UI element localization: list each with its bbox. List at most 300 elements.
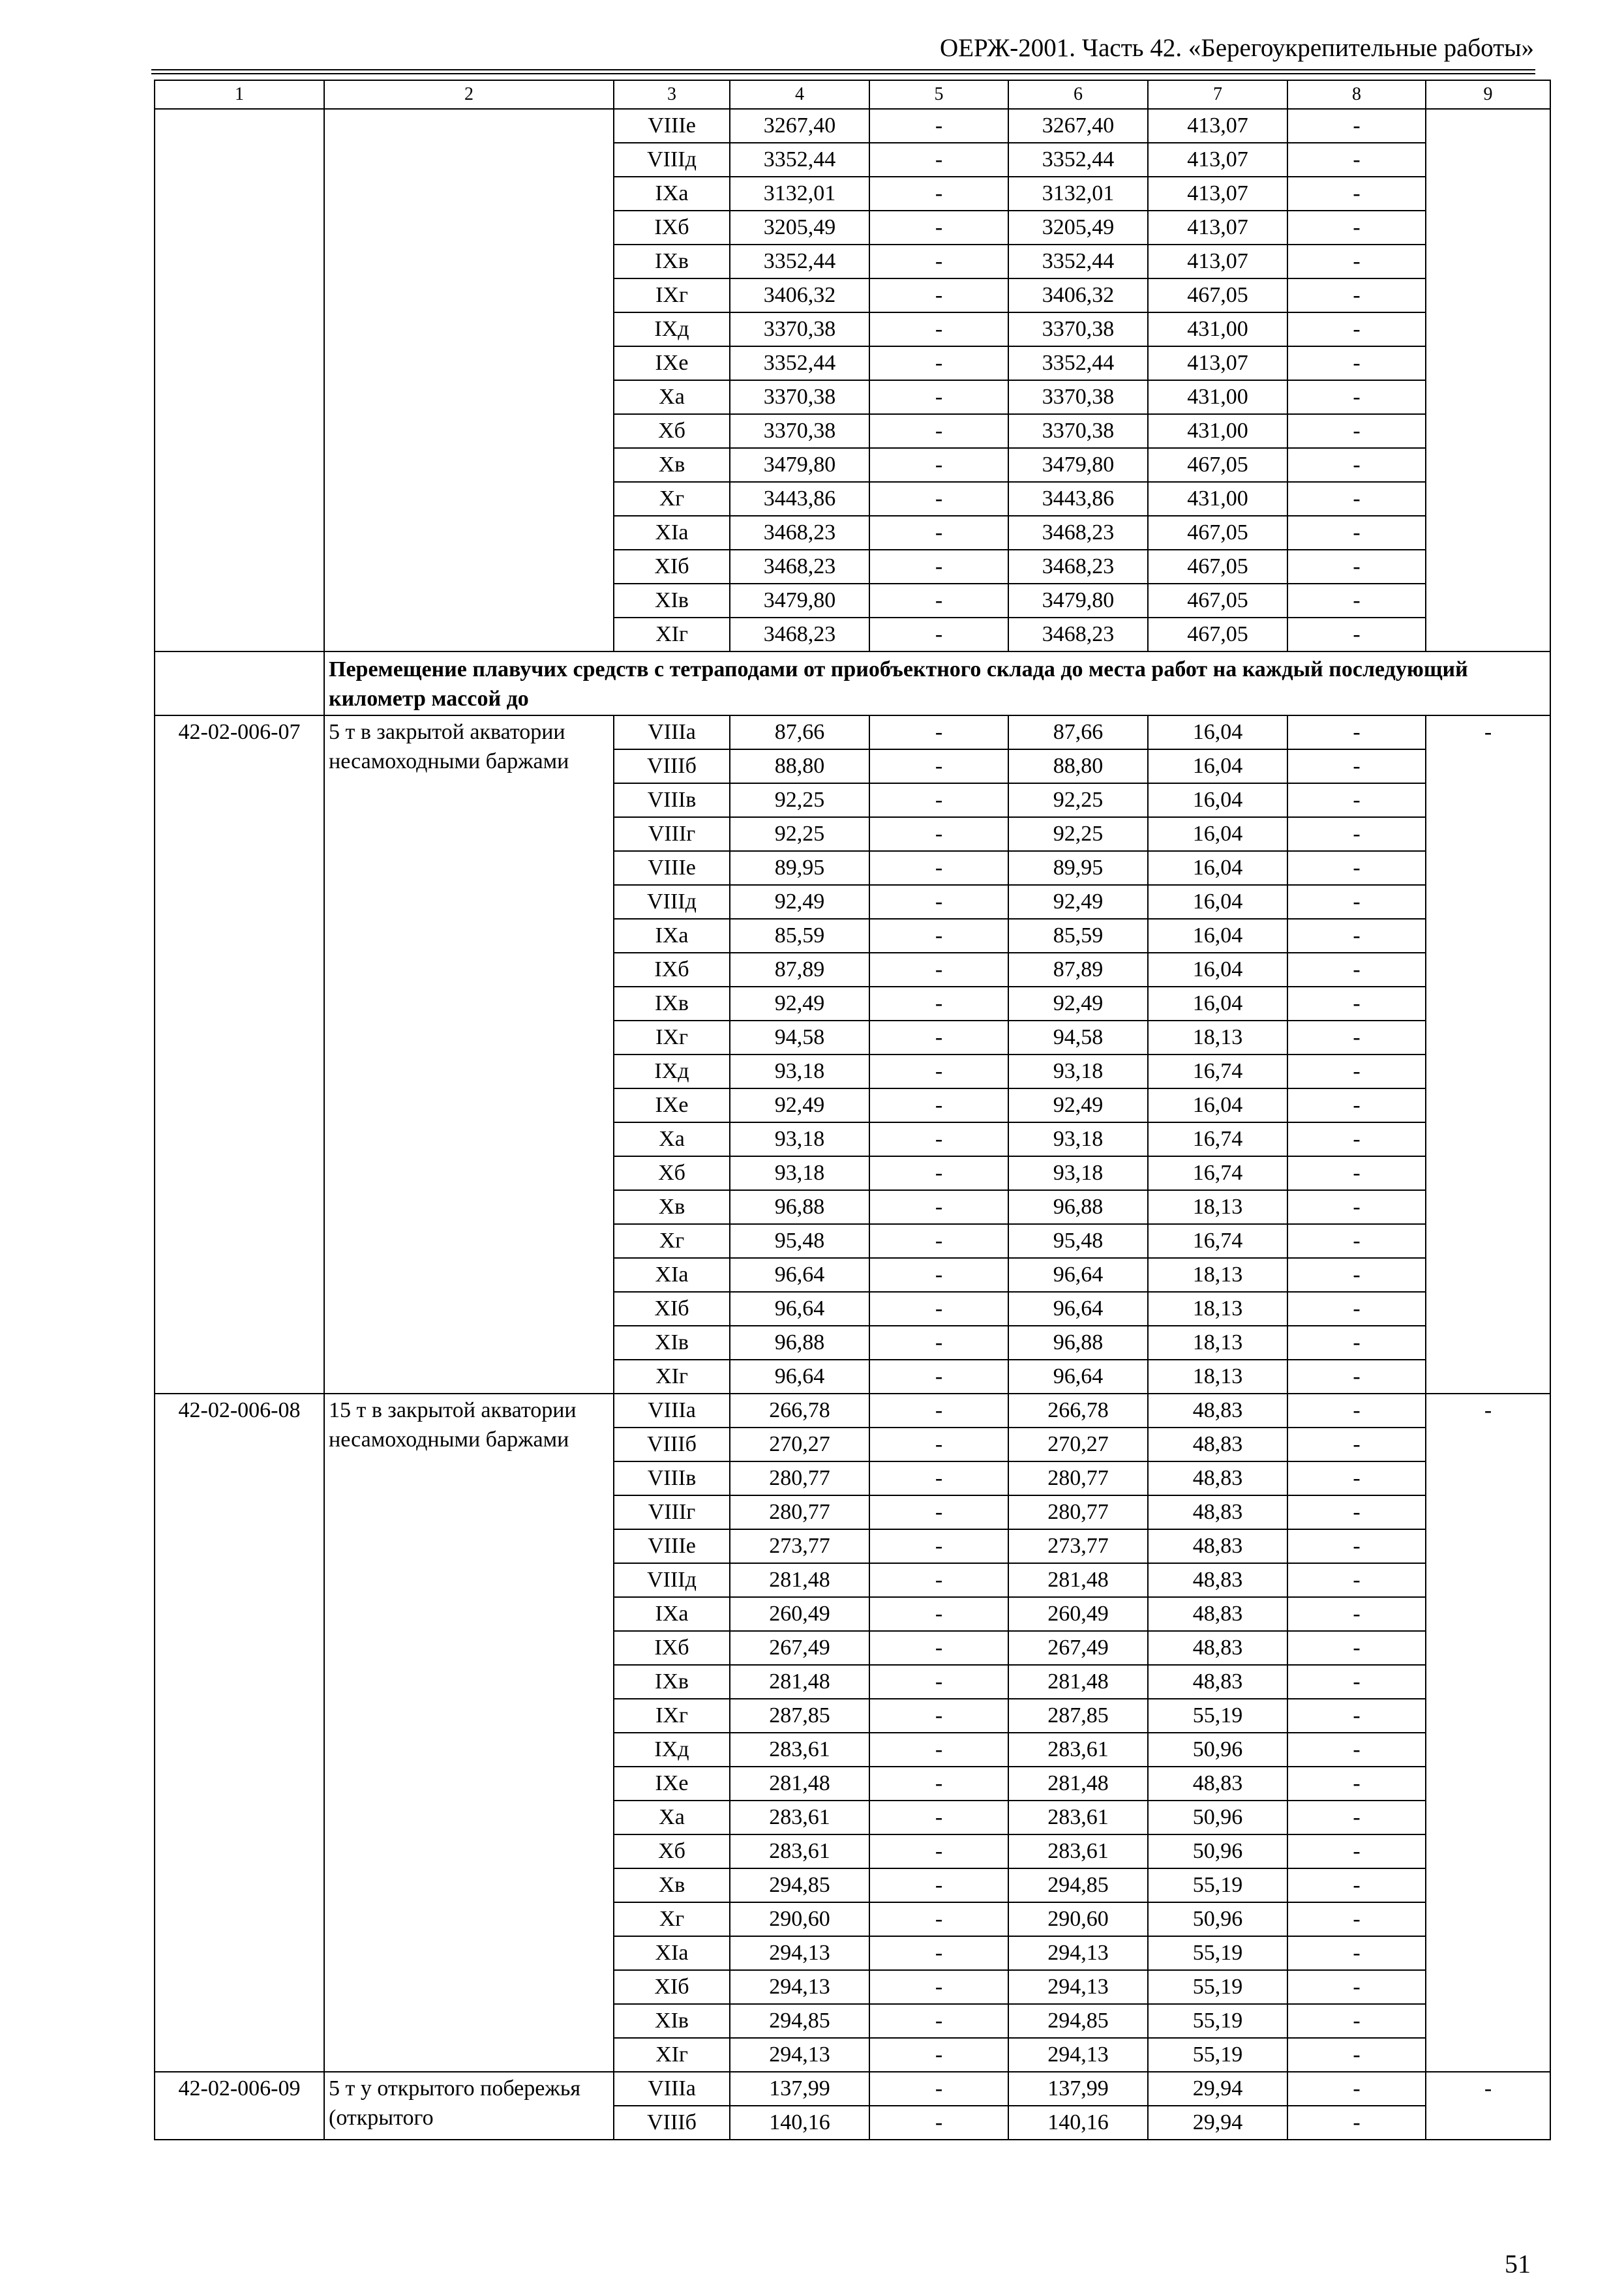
zone-cell: VIIIг	[614, 1495, 730, 1529]
price-table	[154, 80, 1551, 2140]
column-number: 2	[324, 80, 614, 109]
driver-wages-cell: 29,94	[1148, 2106, 1287, 2140]
driver-wages-cell: 16,04	[1148, 1088, 1287, 1122]
zone-cell: XIа	[614, 1258, 730, 1292]
materials-cell: -	[1287, 312, 1426, 346]
machine-cost-cell: 87,66	[1008, 715, 1148, 749]
driver-wages-cell: 48,83	[1148, 1428, 1287, 1461]
zone-cell: XIв	[614, 584, 730, 618]
column-number-row	[155, 80, 1550, 109]
machine-cost-cell: 92,49	[1008, 1088, 1148, 1122]
wages-cell: -	[869, 1292, 1008, 1326]
wages-cell: -	[869, 1699, 1008, 1733]
materials-cell: -	[1287, 1360, 1426, 1394]
direct-cost-cell: 96,88	[730, 1326, 869, 1360]
direct-cost-cell: 281,48	[730, 1665, 869, 1699]
materials-cell: -	[1287, 1021, 1426, 1055]
column-number: 4	[730, 80, 869, 109]
machine-cost-cell: 85,59	[1008, 919, 1148, 953]
direct-cost-cell: 3132,01	[730, 177, 869, 211]
driver-wages-cell: 18,13	[1148, 1292, 1287, 1326]
materials-cell: -	[1287, 817, 1426, 851]
zone-cell: XIб	[614, 1970, 730, 2004]
materials-cell: -	[1287, 1292, 1426, 1326]
driver-wages-cell: 16,04	[1148, 715, 1287, 749]
direct-cost-cell: 3267,40	[730, 109, 869, 143]
wages-cell: -	[869, 177, 1008, 211]
direct-cost-cell: 95,48	[730, 1224, 869, 1258]
zone-cell: VIIIб	[614, 749, 730, 783]
driver-wages-cell: 467,05	[1148, 618, 1287, 651]
wages-cell: -	[869, 1190, 1008, 1224]
direct-cost-cell: 88,80	[730, 749, 869, 783]
col9-cell: -	[1426, 1394, 1550, 2072]
zone-cell: IXг	[614, 1699, 730, 1733]
table-row	[155, 1394, 1550, 1428]
direct-cost-cell: 3479,80	[730, 584, 869, 618]
direct-cost-cell: 92,25	[730, 817, 869, 851]
driver-wages-cell: 55,19	[1148, 1936, 1287, 1970]
materials-cell: -	[1287, 1088, 1426, 1122]
machine-cost-cell: 92,25	[1008, 817, 1148, 851]
zone-cell: VIIIа	[614, 1394, 730, 1428]
machine-cost-cell: 92,49	[1008, 987, 1148, 1021]
wages-cell: -	[869, 1326, 1008, 1360]
materials-cell: -	[1287, 1495, 1426, 1529]
direct-cost-cell: 3479,80	[730, 448, 869, 482]
direct-cost-cell: 3468,23	[730, 516, 869, 550]
zone-cell: Xб	[614, 1156, 730, 1190]
zone-cell: VIIIа	[614, 2072, 730, 2106]
driver-wages-cell: 50,96	[1148, 1834, 1287, 1868]
zone-cell: Xв	[614, 448, 730, 482]
wages-cell: -	[869, 245, 1008, 278]
table-body	[155, 80, 1550, 2140]
machine-cost-cell: 92,25	[1008, 783, 1148, 817]
page-header: ОЕРЖ-2001. Часть 42. «Берегоукрепительные работы»	[940, 34, 1534, 62]
wages-cell: -	[869, 1801, 1008, 1834]
wages-cell: -	[869, 817, 1008, 851]
zone-cell: XIг	[614, 1360, 730, 1394]
materials-cell: -	[1287, 584, 1426, 618]
materials-cell: -	[1287, 278, 1426, 312]
wages-cell: -	[869, 346, 1008, 380]
zone-cell: VIIIе	[614, 109, 730, 143]
zone-cell: VIIIд	[614, 885, 730, 919]
zone-cell: VIIIв	[614, 783, 730, 817]
driver-wages-cell: 48,83	[1148, 1597, 1287, 1631]
materials-cell: -	[1287, 211, 1426, 245]
driver-wages-cell: 431,00	[1148, 414, 1287, 448]
materials-cell: -	[1287, 783, 1426, 817]
zone-cell: VIIIв	[614, 1461, 730, 1495]
direct-cost-cell: 3205,49	[730, 211, 869, 245]
machine-cost-cell: 96,64	[1008, 1258, 1148, 1292]
zone-cell: Xв	[614, 1868, 730, 1902]
wages-cell: -	[869, 1665, 1008, 1699]
machine-cost-cell: 280,77	[1008, 1495, 1148, 1529]
machine-cost-cell: 3370,38	[1008, 414, 1148, 448]
machine-cost-cell: 92,49	[1008, 885, 1148, 919]
wages-cell: -	[869, 987, 1008, 1021]
wages-cell: -	[869, 584, 1008, 618]
wages-cell: -	[869, 1021, 1008, 1055]
wages-cell: -	[869, 1495, 1008, 1529]
direct-cost-cell: 87,66	[730, 715, 869, 749]
machine-cost-cell: 87,89	[1008, 953, 1148, 987]
wages-cell: -	[869, 1936, 1008, 1970]
driver-wages-cell: 48,83	[1148, 1394, 1287, 1428]
zone-cell: Xг	[614, 1902, 730, 1936]
wages-cell: -	[869, 2038, 1008, 2072]
column-number: 7	[1148, 80, 1287, 109]
materials-cell: -	[1287, 1055, 1426, 1088]
direct-cost-cell: 94,58	[730, 1021, 869, 1055]
direct-cost-cell: 96,64	[730, 1292, 869, 1326]
table-row	[155, 715, 1550, 749]
wages-cell: -	[869, 715, 1008, 749]
direct-cost-cell: 87,89	[730, 953, 869, 987]
wages-cell: -	[869, 1529, 1008, 1563]
machine-cost-cell: 294,85	[1008, 1868, 1148, 1902]
direct-cost-cell: 89,95	[730, 851, 869, 885]
section-blank-cell	[155, 651, 324, 715]
driver-wages-cell: 413,07	[1148, 211, 1287, 245]
driver-wages-cell: 16,04	[1148, 919, 1287, 953]
zone-cell: IXе	[614, 346, 730, 380]
machine-cost-cell: 3468,23	[1008, 618, 1148, 651]
wages-cell: -	[869, 143, 1008, 177]
materials-cell: -	[1287, 109, 1426, 143]
direct-cost-cell: 267,49	[730, 1631, 869, 1665]
machine-cost-cell: 3370,38	[1008, 380, 1148, 414]
driver-wages-cell: 467,05	[1148, 550, 1287, 584]
machine-cost-cell: 294,13	[1008, 1936, 1148, 1970]
machine-cost-cell: 273,77	[1008, 1529, 1148, 1563]
driver-wages-cell: 18,13	[1148, 1360, 1287, 1394]
direct-cost-cell: 93,18	[730, 1156, 869, 1190]
materials-cell: -	[1287, 1428, 1426, 1461]
machine-cost-cell: 140,16	[1008, 2106, 1148, 2140]
wages-cell: -	[869, 953, 1008, 987]
materials-cell: -	[1287, 851, 1426, 885]
code-cell: 42-02-006-08	[155, 1394, 324, 2072]
materials-cell: -	[1287, 380, 1426, 414]
col9-cell	[1426, 109, 1550, 651]
materials-cell: -	[1287, 2106, 1426, 2140]
materials-cell: -	[1287, 1733, 1426, 1767]
column-number: 6	[1008, 80, 1148, 109]
materials-cell: -	[1287, 1394, 1426, 1428]
driver-wages-cell: 16,04	[1148, 953, 1287, 987]
wages-cell: -	[869, 851, 1008, 885]
description-cell: 5 т у открытого побережья (открытого	[324, 2072, 614, 2140]
wages-cell: -	[869, 1970, 1008, 2004]
materials-cell: -	[1287, 1767, 1426, 1801]
machine-cost-cell: 3468,23	[1008, 550, 1148, 584]
driver-wages-cell: 55,19	[1148, 2038, 1287, 2072]
materials-cell: -	[1287, 1156, 1426, 1190]
wages-cell: -	[869, 1156, 1008, 1190]
machine-cost-cell: 3370,38	[1008, 312, 1148, 346]
page-number: 51	[1505, 2249, 1531, 2279]
materials-cell: -	[1287, 1868, 1426, 1902]
header-rule	[151, 69, 1535, 70]
driver-wages-cell: 467,05	[1148, 584, 1287, 618]
zone-cell: XIа	[614, 516, 730, 550]
machine-cost-cell: 89,95	[1008, 851, 1148, 885]
materials-cell: -	[1287, 1902, 1426, 1936]
materials-cell: -	[1287, 885, 1426, 919]
zone-cell: IXв	[614, 987, 730, 1021]
driver-wages-cell: 48,83	[1148, 1767, 1287, 1801]
zone-cell: IXд	[614, 312, 730, 346]
column-number: 8	[1287, 80, 1426, 109]
driver-wages-cell: 16,04	[1148, 749, 1287, 783]
direct-cost-cell: 294,13	[730, 1936, 869, 1970]
direct-cost-cell: 3370,38	[730, 312, 869, 346]
machine-cost-cell: 267,49	[1008, 1631, 1148, 1665]
machine-cost-cell: 3352,44	[1008, 245, 1148, 278]
driver-wages-cell: 18,13	[1148, 1258, 1287, 1292]
direct-cost-cell: 281,48	[730, 1563, 869, 1597]
driver-wages-cell: 16,74	[1148, 1122, 1287, 1156]
zone-cell: IXб	[614, 211, 730, 245]
machine-cost-cell: 3479,80	[1008, 584, 1148, 618]
zone-cell: IXг	[614, 278, 730, 312]
direct-cost-cell: 294,13	[730, 2038, 869, 2072]
driver-wages-cell: 16,04	[1148, 851, 1287, 885]
machine-cost-cell: 270,27	[1008, 1428, 1148, 1461]
wages-cell: -	[869, 1428, 1008, 1461]
machine-cost-cell: 93,18	[1008, 1055, 1148, 1088]
direct-cost-cell: 96,64	[730, 1360, 869, 1394]
materials-cell: -	[1287, 1258, 1426, 1292]
materials-cell: -	[1287, 1326, 1426, 1360]
table-row	[155, 2072, 1550, 2106]
machine-cost-cell: 3443,86	[1008, 482, 1148, 516]
wages-cell: -	[869, 1394, 1008, 1428]
wages-cell: -	[869, 2106, 1008, 2140]
direct-cost-cell: 137,99	[730, 2072, 869, 2106]
machine-cost-cell: 294,13	[1008, 2038, 1148, 2072]
wages-cell: -	[869, 1597, 1008, 1631]
materials-cell: -	[1287, 1529, 1426, 1563]
section-title: Перемещение плавучих средств с тетраподами от приобъектного склада до места работ на каждый последующий километр массой до	[324, 651, 1550, 715]
machine-cost-cell: 96,88	[1008, 1326, 1148, 1360]
machine-cost-cell: 3205,49	[1008, 211, 1148, 245]
col9-cell: -	[1426, 2072, 1550, 2140]
wages-cell: -	[869, 109, 1008, 143]
wages-cell: -	[869, 618, 1008, 651]
machine-cost-cell: 137,99	[1008, 2072, 1148, 2106]
wages-cell: -	[869, 278, 1008, 312]
column-number: 9	[1426, 80, 1550, 109]
direct-cost-cell: 3468,23	[730, 618, 869, 651]
zone-cell: VIIIд	[614, 143, 730, 177]
materials-cell: -	[1287, 245, 1426, 278]
zone-cell: Xг	[614, 1224, 730, 1258]
wages-cell: -	[869, 1902, 1008, 1936]
direct-cost-cell: 3352,44	[730, 245, 869, 278]
driver-wages-cell: 48,83	[1148, 1631, 1287, 1665]
direct-cost-cell: 283,61	[730, 1801, 869, 1834]
machine-cost-cell: 3267,40	[1008, 109, 1148, 143]
materials-cell: -	[1287, 1834, 1426, 1868]
zone-cell: XIг	[614, 2038, 730, 2072]
direct-cost-cell: 280,77	[730, 1495, 869, 1529]
direct-cost-cell: 273,77	[730, 1529, 869, 1563]
zone-cell: Xг	[614, 482, 730, 516]
direct-cost-cell: 283,61	[730, 1733, 869, 1767]
wages-cell: -	[869, 312, 1008, 346]
machine-cost-cell: 281,48	[1008, 1665, 1148, 1699]
wages-cell: -	[869, 1122, 1008, 1156]
machine-cost-cell: 3352,44	[1008, 346, 1148, 380]
zone-cell: IXв	[614, 245, 730, 278]
direct-cost-cell: 266,78	[730, 1394, 869, 1428]
driver-wages-cell: 16,04	[1148, 987, 1287, 1021]
materials-cell: -	[1287, 1665, 1426, 1699]
zone-cell: VIIIе	[614, 851, 730, 885]
materials-cell: -	[1287, 516, 1426, 550]
wages-cell: -	[869, 1461, 1008, 1495]
driver-wages-cell: 431,00	[1148, 380, 1287, 414]
zone-cell: IXд	[614, 1733, 730, 1767]
driver-wages-cell: 413,07	[1148, 109, 1287, 143]
direct-cost-cell: 270,27	[730, 1428, 869, 1461]
driver-wages-cell: 16,74	[1148, 1055, 1287, 1088]
wages-cell: -	[869, 1868, 1008, 1902]
direct-cost-cell: 93,18	[730, 1055, 869, 1088]
zone-cell: IXа	[614, 1597, 730, 1631]
materials-cell: -	[1287, 414, 1426, 448]
materials-cell: -	[1287, 143, 1426, 177]
direct-cost-cell: 280,77	[730, 1461, 869, 1495]
wages-cell: -	[869, 2072, 1008, 2106]
direct-cost-cell: 3406,32	[730, 278, 869, 312]
wages-cell: -	[869, 380, 1008, 414]
materials-cell: -	[1287, 346, 1426, 380]
wages-cell: -	[869, 749, 1008, 783]
machine-cost-cell: 96,64	[1008, 1292, 1148, 1326]
zone-cell: IXв	[614, 1665, 730, 1699]
machine-cost-cell: 88,80	[1008, 749, 1148, 783]
zone-cell: XIб	[614, 1292, 730, 1326]
driver-wages-cell: 467,05	[1148, 278, 1287, 312]
materials-cell: -	[1287, 482, 1426, 516]
materials-cell: -	[1287, 2072, 1426, 2106]
wages-cell: -	[869, 1733, 1008, 1767]
machine-cost-cell: 281,48	[1008, 1767, 1148, 1801]
driver-wages-cell: 55,19	[1148, 1699, 1287, 1733]
machine-cost-cell: 287,85	[1008, 1699, 1148, 1733]
wages-cell: -	[869, 2004, 1008, 2038]
zone-cell: IXб	[614, 953, 730, 987]
zone-cell: IXе	[614, 1767, 730, 1801]
zone-cell: Xа	[614, 380, 730, 414]
direct-cost-cell: 3370,38	[730, 380, 869, 414]
driver-wages-cell: 16,04	[1148, 885, 1287, 919]
driver-wages-cell: 55,19	[1148, 1970, 1287, 2004]
direct-cost-cell: 92,49	[730, 885, 869, 919]
direct-cost-cell: 92,49	[730, 1088, 869, 1122]
direct-cost-cell: 294,13	[730, 1970, 869, 2004]
wages-cell: -	[869, 516, 1008, 550]
materials-cell: -	[1287, 749, 1426, 783]
materials-cell: -	[1287, 1224, 1426, 1258]
zone-cell: Xа	[614, 1801, 730, 1834]
code-cell: 42-02-006-09	[155, 2072, 324, 2140]
column-number: 1	[155, 80, 324, 109]
wages-cell: -	[869, 1631, 1008, 1665]
section-row	[155, 651, 1550, 715]
machine-cost-cell: 281,48	[1008, 1563, 1148, 1597]
driver-wages-cell: 413,07	[1148, 143, 1287, 177]
machine-cost-cell: 94,58	[1008, 1021, 1148, 1055]
direct-cost-cell: 3370,38	[730, 414, 869, 448]
zone-cell: XIв	[614, 2004, 730, 2038]
driver-wages-cell: 50,96	[1148, 1801, 1287, 1834]
driver-wages-cell: 413,07	[1148, 346, 1287, 380]
materials-cell: -	[1287, 1122, 1426, 1156]
zone-cell: XIб	[614, 550, 730, 584]
zone-cell: IXг	[614, 1021, 730, 1055]
direct-cost-cell: 287,85	[730, 1699, 869, 1733]
zone-cell: XIг	[614, 618, 730, 651]
machine-cost-cell: 3352,44	[1008, 143, 1148, 177]
driver-wages-cell: 18,13	[1148, 1326, 1287, 1360]
driver-wages-cell: 48,83	[1148, 1461, 1287, 1495]
machine-cost-cell: 3132,01	[1008, 177, 1148, 211]
wages-cell: -	[869, 783, 1008, 817]
machine-cost-cell: 3406,32	[1008, 278, 1148, 312]
wages-cell: -	[869, 1767, 1008, 1801]
machine-cost-cell: 260,49	[1008, 1597, 1148, 1631]
driver-wages-cell: 431,00	[1148, 312, 1287, 346]
materials-cell: -	[1287, 177, 1426, 211]
driver-wages-cell: 48,83	[1148, 1529, 1287, 1563]
direct-cost-cell: 92,49	[730, 987, 869, 1021]
zone-cell: VIIIб	[614, 2106, 730, 2140]
zone-cell: IXа	[614, 177, 730, 211]
direct-cost-cell: 92,25	[730, 783, 869, 817]
driver-wages-cell: 413,07	[1148, 245, 1287, 278]
driver-wages-cell: 467,05	[1148, 448, 1287, 482]
zone-cell: IXб	[614, 1631, 730, 1665]
materials-cell: -	[1287, 618, 1426, 651]
machine-cost-cell: 3479,80	[1008, 448, 1148, 482]
wages-cell: -	[869, 919, 1008, 953]
driver-wages-cell: 16,74	[1148, 1156, 1287, 1190]
machine-cost-cell: 283,61	[1008, 1801, 1148, 1834]
zone-cell: VIIIб	[614, 1428, 730, 1461]
materials-cell: -	[1287, 448, 1426, 482]
driver-wages-cell: 55,19	[1148, 2004, 1287, 2038]
wages-cell: -	[869, 414, 1008, 448]
driver-wages-cell: 18,13	[1148, 1190, 1287, 1224]
machine-cost-cell: 283,61	[1008, 1733, 1148, 1767]
materials-cell: -	[1287, 2038, 1426, 2072]
driver-wages-cell: 16,04	[1148, 817, 1287, 851]
materials-cell: -	[1287, 1699, 1426, 1733]
materials-cell: -	[1287, 715, 1426, 749]
zone-cell: VIIIе	[614, 1529, 730, 1563]
wages-cell: -	[869, 885, 1008, 919]
zone-cell: IXе	[614, 1088, 730, 1122]
direct-cost-cell: 290,60	[730, 1902, 869, 1936]
driver-wages-cell: 16,74	[1148, 1224, 1287, 1258]
